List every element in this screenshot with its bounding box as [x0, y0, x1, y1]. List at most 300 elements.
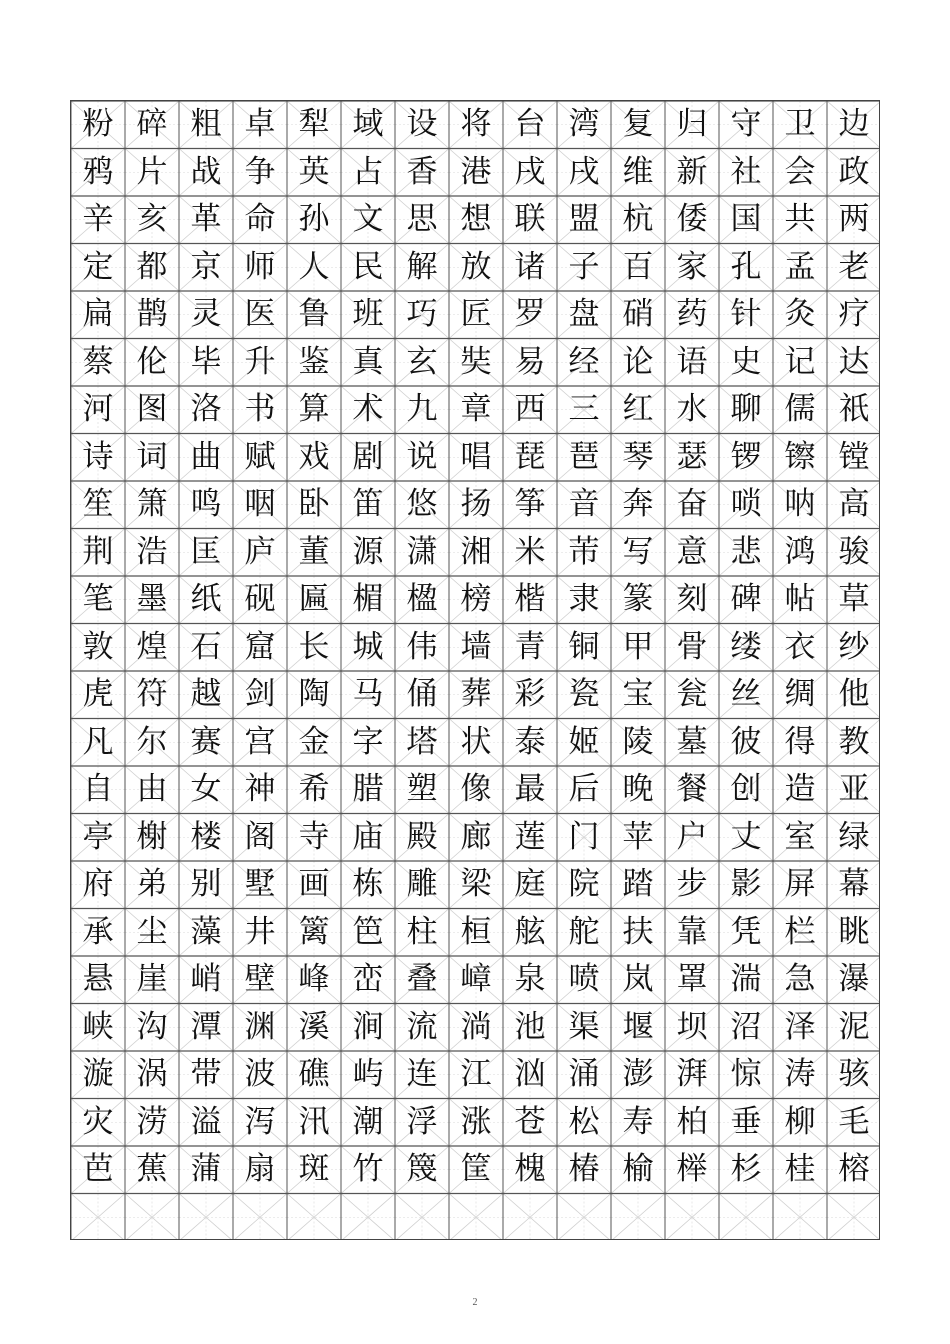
practice-character: 壁: [244, 961, 276, 998]
practice-character: 斑: [298, 1151, 330, 1188]
practice-character: 域: [352, 106, 384, 143]
practice-character: 京: [190, 248, 222, 285]
practice-character: 藻: [190, 913, 222, 950]
practice-character: 算: [298, 391, 330, 428]
practice-character: 复: [622, 106, 654, 143]
practice-character: [125, 1194, 179, 1241]
practice-character: 瓷: [568, 676, 600, 713]
calligraphy-practice-sheet: [70, 100, 880, 1240]
practice-character: 唢: [730, 486, 762, 523]
practice-character: 创: [730, 771, 762, 808]
practice-character: 毕: [190, 343, 222, 380]
practice-character: 舷: [514, 913, 546, 950]
practice-character: 松: [568, 1103, 600, 1140]
practice-character: 镗: [838, 438, 870, 475]
practice-character: 笙: [82, 486, 114, 523]
practice-character: 定: [82, 248, 114, 285]
practice-character: 虎: [82, 676, 114, 713]
practice-character: 漩: [82, 1056, 114, 1093]
practice-character: 峡: [82, 1008, 114, 1045]
practice-character: 亚: [838, 771, 870, 808]
practice-character: 榭: [136, 818, 168, 855]
practice-character: 院: [568, 866, 600, 903]
practice-character: 嶂: [460, 961, 492, 998]
practice-character: 罩: [676, 961, 708, 998]
practice-character: 水: [676, 391, 708, 428]
practice-character: 涨: [460, 1103, 492, 1140]
practice-character: 图: [136, 391, 168, 428]
practice-character: 屏: [784, 866, 816, 903]
practice-character: 咽: [244, 486, 276, 523]
practice-character: 急: [784, 961, 816, 998]
practice-character: 井: [244, 913, 276, 950]
practice-character: 池: [514, 1008, 546, 1045]
practice-character: 唱: [460, 438, 492, 475]
practice-character: 笔: [82, 581, 114, 618]
practice-character: 篆: [622, 581, 654, 618]
practice-character: 蒲: [190, 1151, 222, 1188]
practice-character: 殿: [406, 818, 438, 855]
practice-character: 江: [460, 1056, 492, 1093]
practice-character: 波: [244, 1056, 276, 1093]
practice-character: 寿: [622, 1103, 654, 1140]
practice-character: 硝: [622, 296, 654, 333]
practice-character: 金: [298, 723, 330, 760]
practice-character: 越: [190, 676, 222, 713]
practice-character: 符: [136, 676, 168, 713]
practice-character: 人: [298, 248, 330, 285]
practice-character: 汛: [298, 1103, 330, 1140]
practice-character: 自: [82, 771, 114, 808]
practice-character: 百: [622, 248, 654, 285]
practice-character: 泻: [244, 1103, 276, 1140]
character-grid: [71, 101, 880, 1240]
practice-character: 湍: [730, 961, 762, 998]
practice-character: 高: [838, 486, 870, 523]
practice-character: 叠: [406, 961, 438, 998]
practice-character: 泰: [514, 723, 546, 760]
practice-character: 杉: [730, 1151, 762, 1188]
practice-character: 真: [352, 343, 384, 380]
practice-character: 湃: [676, 1056, 708, 1093]
practice-character: 岚: [622, 961, 654, 998]
practice-character: 苹: [622, 818, 654, 855]
practice-character: 桓: [460, 913, 492, 950]
practice-character: 戌: [514, 153, 546, 190]
practice-character: [827, 1194, 880, 1241]
practice-character: 帖: [784, 581, 816, 618]
practice-character: 画: [298, 866, 330, 903]
practice-character: 鉴: [298, 343, 330, 380]
practice-character: 共: [784, 201, 816, 238]
practice-character: 鸿: [784, 533, 816, 570]
practice-character: 竹: [352, 1151, 384, 1188]
practice-character: 栋: [352, 866, 384, 903]
practice-character: 玄: [406, 343, 438, 380]
practice-character: 涝: [136, 1103, 168, 1140]
practice-character: 子: [568, 248, 600, 285]
practice-character: 梁: [460, 866, 492, 903]
practice-character: 卫: [784, 106, 816, 143]
practice-character: 榆: [622, 1151, 654, 1188]
practice-character: 造: [784, 771, 816, 808]
practice-character: 由: [136, 771, 168, 808]
practice-character: 赋: [244, 438, 276, 475]
practice-character: 浩: [136, 533, 168, 570]
practice-character: 笛: [352, 486, 384, 523]
practice-character: 占: [352, 153, 384, 190]
practice-character: 草: [838, 581, 870, 618]
practice-character: 门: [568, 818, 600, 855]
practice-character: 墅: [244, 866, 276, 903]
practice-character: 呐: [784, 486, 816, 523]
practice-character: 青: [514, 628, 546, 665]
practice-character: 塑: [406, 771, 438, 808]
practice-character: 社: [730, 153, 762, 190]
practice-character: 渊: [244, 1008, 276, 1045]
practice-character: 鲁: [298, 296, 330, 333]
practice-character: 涧: [352, 1008, 384, 1045]
practice-character: 室: [784, 818, 816, 855]
practice-character: 都: [136, 248, 168, 285]
practice-character: 汹: [514, 1056, 546, 1093]
practice-character: 奔: [622, 486, 654, 523]
practice-character: 崖: [136, 961, 168, 998]
practice-character: 戌: [568, 153, 600, 190]
practice-character: 民: [352, 248, 384, 285]
practice-character: 书: [244, 391, 276, 428]
practice-character: 户: [676, 818, 708, 855]
practice-character: 后: [568, 771, 600, 808]
practice-character: 陶: [298, 676, 330, 713]
practice-character: 峦: [352, 961, 384, 998]
practice-character: [719, 1194, 773, 1241]
practice-character: 伦: [136, 343, 168, 380]
practice-character: 衣: [784, 628, 816, 665]
practice-character: 疗: [838, 296, 870, 333]
practice-character: 董: [298, 533, 330, 570]
practice-character: 将: [460, 106, 492, 143]
practice-character: 字: [352, 723, 384, 760]
practice-character: 栏: [784, 913, 816, 950]
practice-character: 陵: [622, 723, 654, 760]
practice-character: 悲: [730, 533, 762, 570]
practice-character: 红: [622, 391, 654, 428]
practice-character: 琴: [622, 438, 654, 475]
practice-character: 塔: [406, 723, 438, 760]
practice-character: 会: [784, 153, 816, 190]
practice-character: 孟: [784, 248, 816, 285]
practice-character: 得: [784, 723, 816, 760]
practice-character: 芾: [568, 533, 600, 570]
practice-character: 国: [730, 201, 762, 238]
practice-character: 篾: [406, 1151, 438, 1188]
practice-character: 九: [406, 391, 438, 428]
practice-character: 记: [784, 343, 816, 380]
practice-character: 柏: [676, 1103, 708, 1140]
practice-character: 音: [568, 486, 600, 523]
practice-character: 骇: [838, 1056, 870, 1093]
practice-character: 俑: [406, 676, 438, 713]
practice-character: [665, 1194, 719, 1241]
practice-character: 家: [676, 248, 708, 285]
practice-character: 盘: [568, 296, 600, 333]
practice-character: 腊: [352, 771, 384, 808]
practice-character: 铜: [568, 628, 600, 665]
practice-character: 想: [460, 201, 492, 238]
practice-character: 墨: [136, 581, 168, 618]
practice-character: 片: [136, 153, 168, 190]
practice-character: 沼: [730, 1008, 762, 1045]
practice-character: 承: [82, 913, 114, 950]
practice-character: 思: [406, 201, 438, 238]
practice-character: 聊: [730, 391, 762, 428]
practice-character: 诸: [514, 248, 546, 285]
practice-character: 屿: [352, 1056, 384, 1093]
practice-character: 针: [730, 296, 762, 333]
practice-character: 曲: [190, 438, 222, 475]
practice-character: [611, 1194, 665, 1241]
practice-character: 堰: [622, 1008, 654, 1045]
practice-character: 砚: [244, 581, 276, 618]
practice-character: 峭: [190, 961, 222, 998]
practice-character: 寺: [298, 818, 330, 855]
practice-character: 悠: [406, 486, 438, 523]
practice-character: 教: [838, 723, 870, 760]
practice-character: [773, 1194, 827, 1241]
practice-character: 阁: [244, 818, 276, 855]
practice-character: 守: [730, 106, 762, 143]
practice-character: 晚: [622, 771, 654, 808]
practice-character: 瀑: [838, 961, 870, 998]
practice-character: 长: [298, 628, 330, 665]
practice-character: 窟: [244, 628, 276, 665]
practice-character: 杭: [622, 201, 654, 238]
practice-character: 女: [190, 771, 222, 808]
practice-character: [341, 1194, 395, 1241]
practice-character: 祇: [838, 391, 870, 428]
practice-character: 潭: [190, 1008, 222, 1045]
practice-character: 药: [676, 296, 708, 333]
practice-character: 绿: [838, 818, 870, 855]
practice-character: 巧: [406, 296, 438, 333]
practice-character: 孔: [730, 248, 762, 285]
practice-character: 葬: [460, 676, 492, 713]
practice-character: 蔡: [82, 343, 114, 380]
practice-character: 班: [352, 296, 384, 333]
practice-character: 椿: [568, 1151, 600, 1188]
practice-character: 戏: [298, 438, 330, 475]
practice-character: 流: [406, 1008, 438, 1045]
practice-character: 踏: [622, 866, 654, 903]
practice-character: 泽: [784, 1008, 816, 1045]
practice-character: 匠: [460, 296, 492, 333]
practice-character: 儒: [784, 391, 816, 428]
practice-character: 琶: [568, 438, 600, 475]
practice-character: 香: [406, 153, 438, 190]
practice-character: [503, 1194, 557, 1241]
practice-character: 澎: [622, 1056, 654, 1093]
practice-character: 悬: [82, 961, 114, 998]
practice-character: 桂: [784, 1151, 816, 1188]
practice-character: 靠: [676, 913, 708, 950]
practice-character: 纱: [838, 628, 870, 665]
practice-character: 新: [676, 153, 708, 190]
page-number: 2: [472, 1297, 478, 1308]
practice-character: 弟: [136, 866, 168, 903]
practice-character: 榉: [676, 1151, 708, 1188]
practice-character: 洛: [190, 391, 222, 428]
practice-character: 易: [514, 343, 546, 380]
practice-character: 最: [514, 771, 546, 808]
practice-character: 影: [730, 866, 762, 903]
practice-character: 涌: [568, 1056, 600, 1093]
practice-character: 达: [838, 343, 870, 380]
practice-character: 灸: [784, 296, 816, 333]
practice-character: 术: [352, 391, 384, 428]
practice-character: 淌: [460, 1008, 492, 1045]
practice-character: 卧: [298, 486, 330, 523]
practice-character: 荆: [82, 533, 114, 570]
practice-character: 沟: [136, 1008, 168, 1045]
practice-character: 扁: [82, 296, 114, 333]
practice-character: 姬: [568, 723, 600, 760]
practice-character: 像: [460, 771, 492, 808]
practice-character: 神: [244, 771, 276, 808]
practice-character: 泉: [514, 961, 546, 998]
practice-character: 意: [676, 533, 708, 570]
practice-character: 联: [514, 201, 546, 238]
practice-character: 卓: [244, 106, 276, 143]
practice-character: [233, 1194, 287, 1241]
practice-character: 扇: [244, 1151, 276, 1188]
practice-character: 马: [352, 676, 384, 713]
practice-character: 莲: [514, 818, 546, 855]
practice-character: 柱: [406, 913, 438, 950]
practice-character: 丝: [730, 676, 762, 713]
practice-character: 犁: [298, 106, 330, 143]
practice-character: 餐: [676, 771, 708, 808]
practice-character: 碑: [730, 581, 762, 618]
practice-character: 词: [136, 438, 168, 475]
practice-character: 命: [244, 201, 276, 238]
practice-character: [71, 1194, 125, 1241]
practice-character: 纸: [190, 581, 222, 618]
practice-character: 垂: [730, 1103, 762, 1140]
practice-character: 锣: [730, 438, 762, 475]
practice-character: 港: [460, 153, 492, 190]
practice-character: 放: [460, 248, 492, 285]
practice-character: 语: [676, 343, 708, 380]
practice-character: 府: [82, 866, 114, 903]
practice-character: 浮: [406, 1103, 438, 1140]
practice-character: 史: [730, 343, 762, 380]
practice-character: 惊: [730, 1056, 762, 1093]
practice-character: 筐: [460, 1151, 492, 1188]
practice-character: 台: [514, 106, 546, 143]
practice-character: 河: [82, 391, 114, 428]
practice-character: 篱: [298, 913, 330, 950]
practice-character: 亭: [82, 818, 114, 855]
practice-character: 辛: [82, 201, 114, 238]
practice-character: 溪: [298, 1008, 330, 1045]
practice-character: 隶: [568, 581, 600, 618]
practice-character: 盟: [568, 201, 600, 238]
practice-character: 绸: [784, 676, 816, 713]
practice-character: 眺: [838, 913, 870, 950]
practice-character: 彩: [514, 676, 546, 713]
practice-character: 争: [244, 153, 276, 190]
practice-character: 溢: [190, 1103, 222, 1140]
practice-character: 碎: [136, 106, 168, 143]
practice-character: 扶: [622, 913, 654, 950]
practice-character: 渠: [568, 1008, 600, 1045]
practice-character: 匾: [298, 581, 330, 618]
practice-character: 西: [514, 391, 546, 428]
practice-character: 尔: [136, 723, 168, 760]
practice-character: 峰: [298, 961, 330, 998]
practice-character: 蕉: [136, 1151, 168, 1188]
practice-character: 别: [190, 866, 222, 903]
practice-character: 米: [514, 533, 546, 570]
practice-character: 湾: [568, 106, 600, 143]
practice-character: 希: [298, 771, 330, 808]
practice-character: 泥: [838, 1008, 870, 1045]
practice-character: 庭: [514, 866, 546, 903]
practice-character: [287, 1194, 341, 1241]
practice-character: 写: [622, 533, 654, 570]
practice-character: 榕: [838, 1151, 870, 1188]
practice-character: 毛: [838, 1103, 870, 1140]
practice-character: 经: [568, 343, 600, 380]
practice-character: 榜: [460, 581, 492, 618]
practice-character: 他: [838, 676, 870, 713]
practice-character: 英: [298, 153, 330, 190]
practice-character: 楣: [352, 581, 384, 618]
practice-character: 解: [406, 248, 438, 285]
practice-character: 芭: [82, 1151, 114, 1188]
practice-character: [395, 1194, 449, 1241]
practice-character: 粉: [82, 106, 114, 143]
practice-character: 剧: [352, 438, 384, 475]
practice-character: 箫: [136, 486, 168, 523]
practice-character: 笆: [352, 913, 384, 950]
practice-character: 瓮: [676, 676, 708, 713]
practice-character: 瑟: [676, 438, 708, 475]
practice-character: 步: [676, 866, 708, 903]
practice-character: 彼: [730, 723, 762, 760]
practice-character: 升: [244, 343, 276, 380]
practice-character: 扬: [460, 486, 492, 523]
practice-character: 涡: [136, 1056, 168, 1093]
practice-character: 赛: [190, 723, 222, 760]
practice-character: 潮: [352, 1103, 384, 1140]
practice-character: 罗: [514, 296, 546, 333]
practice-character: 墙: [460, 628, 492, 665]
practice-character: 筝: [514, 486, 546, 523]
practice-character: 战: [190, 153, 222, 190]
practice-character: 槐: [514, 1151, 546, 1188]
practice-character: 状: [460, 723, 492, 760]
practice-character: 革: [190, 201, 222, 238]
practice-character: 幕: [838, 866, 870, 903]
practice-character: 墓: [676, 723, 708, 760]
practice-character: 三: [568, 391, 600, 428]
practice-character: 琵: [514, 438, 546, 475]
practice-character: 煌: [136, 628, 168, 665]
practice-character: 坝: [676, 1008, 708, 1045]
practice-character: 刻: [676, 581, 708, 618]
